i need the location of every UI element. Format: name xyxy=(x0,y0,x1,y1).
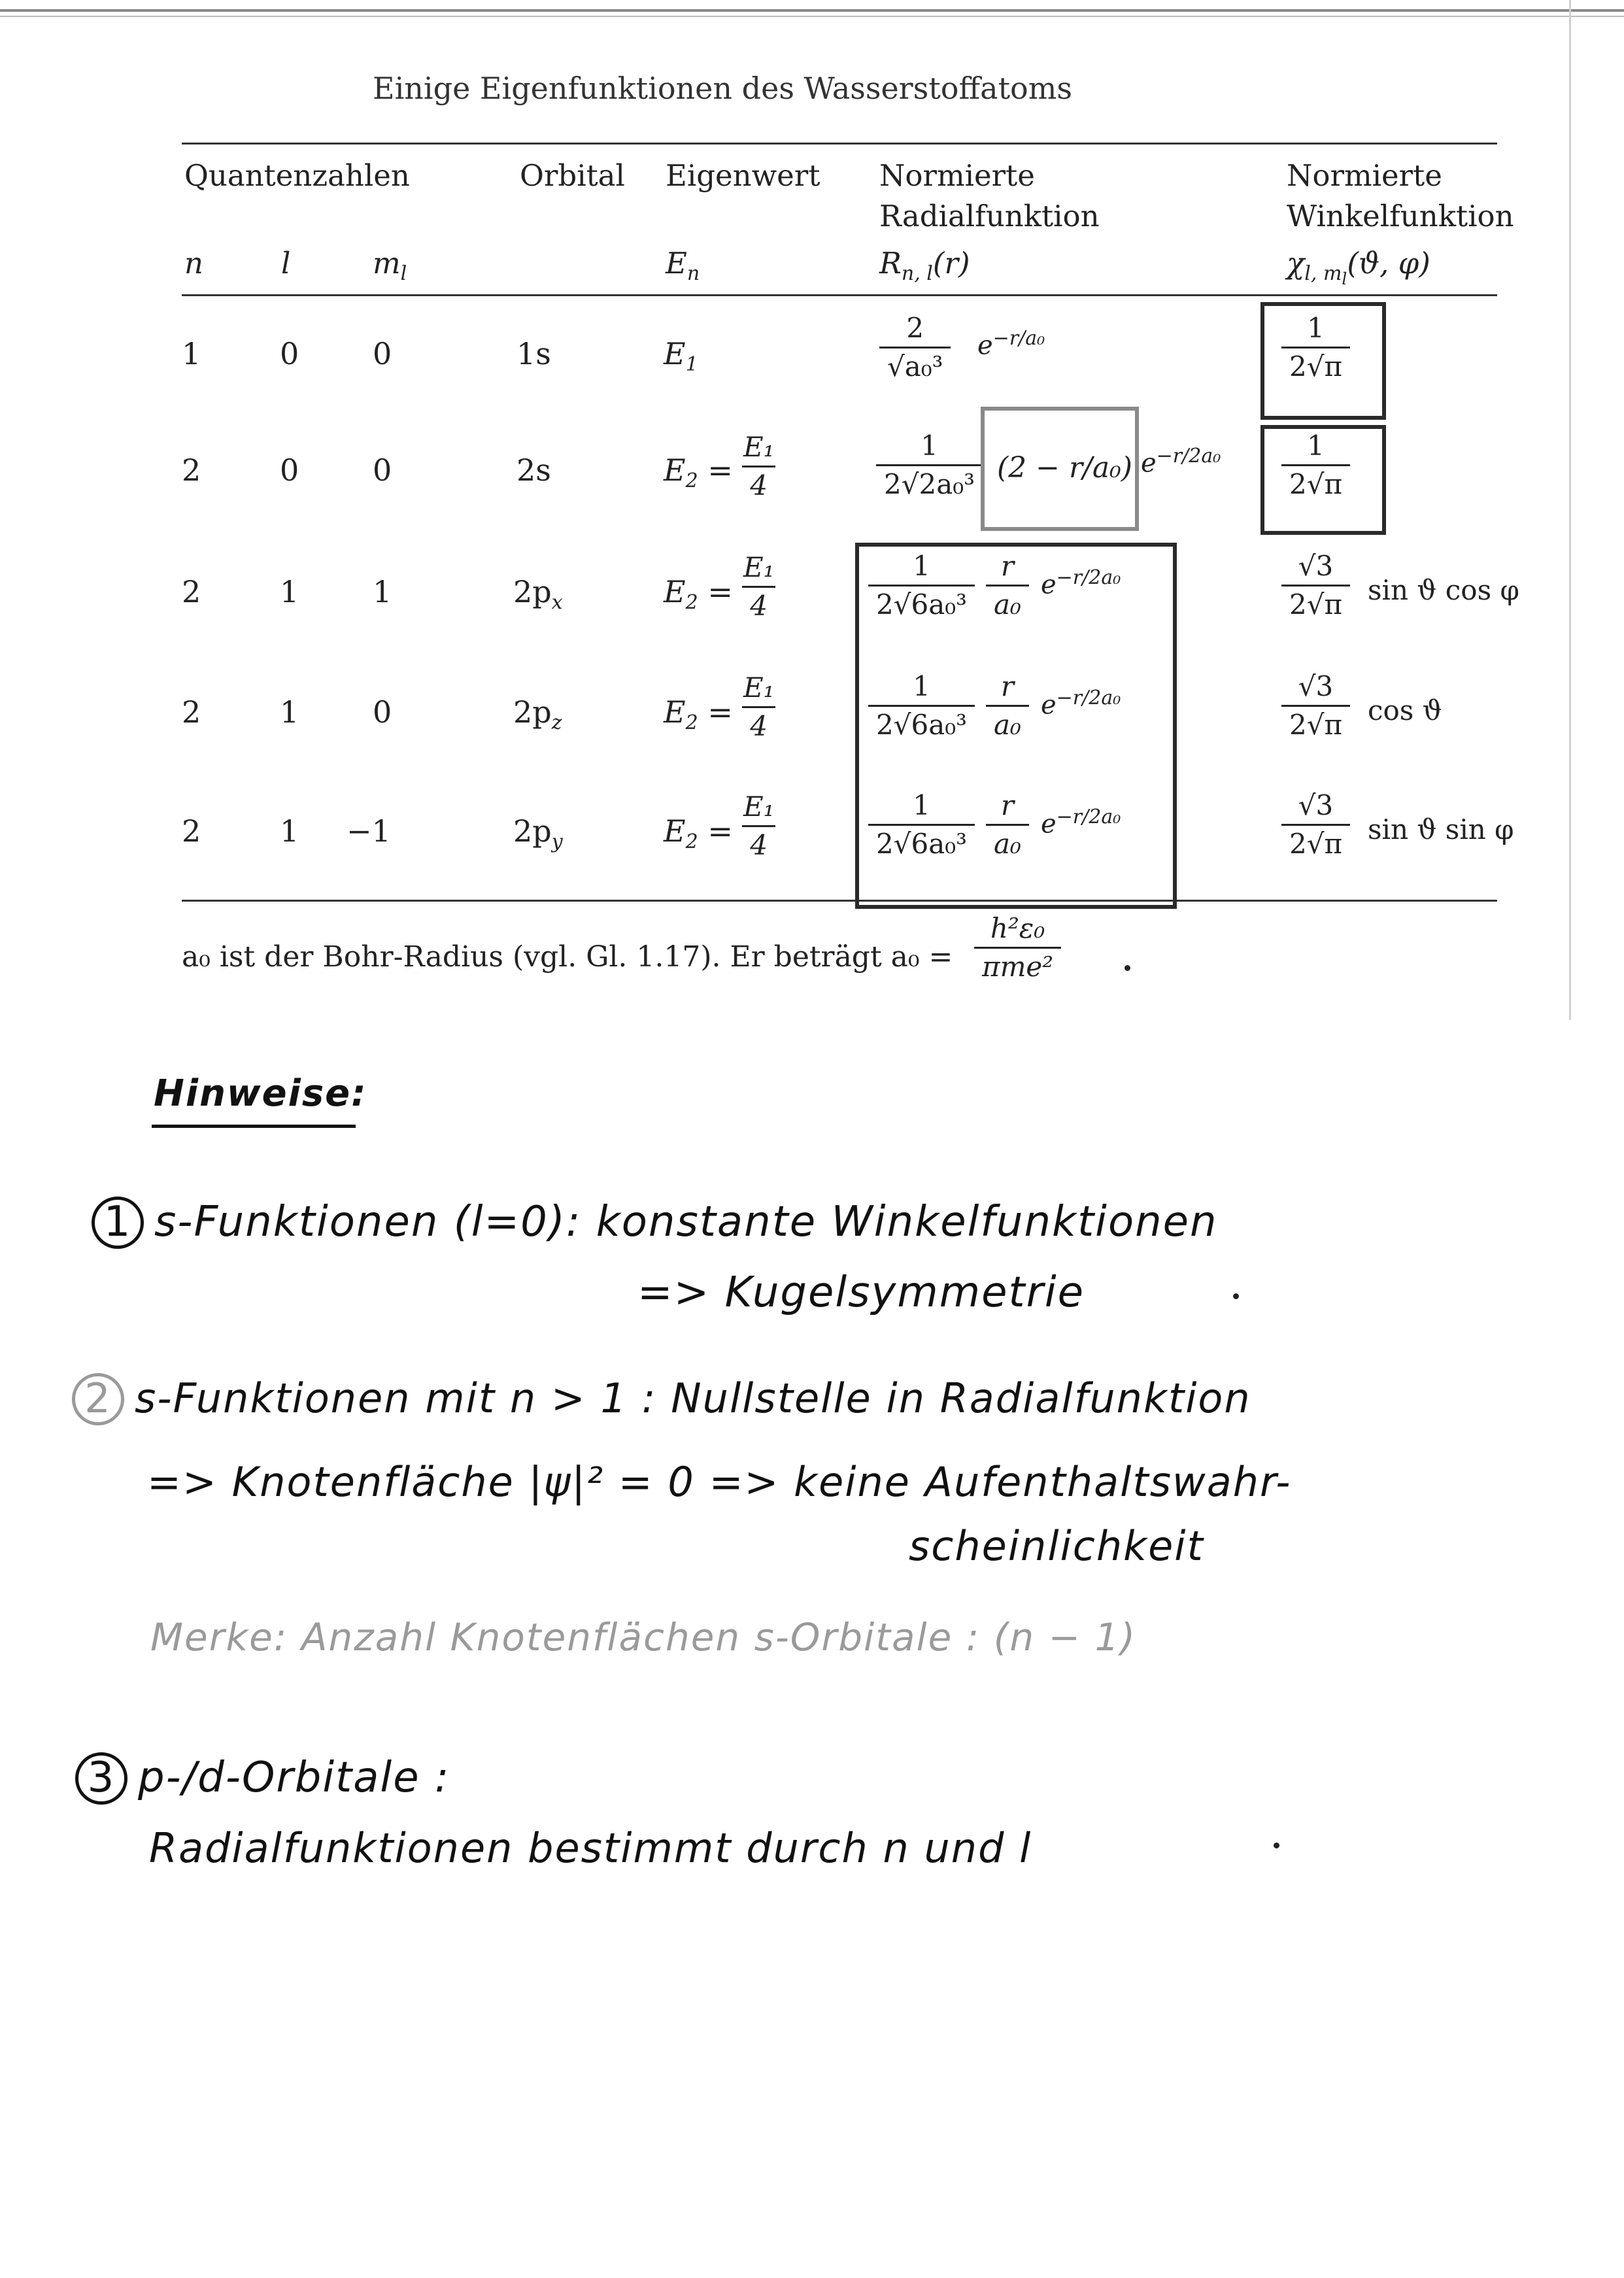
row3-radial-exp: $e^{-r/2a_0}$ xyxy=(1041,566,1121,600)
notes-heading-underline xyxy=(152,1125,356,1128)
row3-radial-frac: $\frac{1}{\text{2√6a₀³}}$ xyxy=(868,548,975,623)
row1-l: 0 xyxy=(280,336,299,371)
row5-angular-trig: sin ϑ sin φ xyxy=(1368,813,1514,845)
row1-angular-frac: $\frac{1}{2√\pi}$ xyxy=(1281,310,1350,385)
row3-angular-frac: $\frac{√3}{2√\pi}$ xyxy=(1281,548,1350,623)
row2-n: 2 xyxy=(182,452,201,488)
row2-eigen-frac: $\frac{\text{E₁}}{4}$ xyxy=(736,429,783,504)
note-1-dot xyxy=(1233,1293,1239,1299)
row1-n: 1 xyxy=(182,336,201,371)
row5-angular-frac: $\frac{√3}{2√\pi}$ xyxy=(1281,787,1350,862)
row2-orbital: 2s xyxy=(516,452,551,488)
row1-orbital: 1s xyxy=(516,336,551,371)
radial-2s-node-box xyxy=(981,407,1139,531)
scan-top-edge-shadow xyxy=(0,16,1624,17)
footnote-text: a₀ ist der Bohr-Radius (vgl. Gl. 1.17). Er beträgt a₀ = xyxy=(182,940,953,974)
header-eigenvalue: Eigenwert xyxy=(666,158,820,193)
note-2-remark: Merke: Anzahl Knotenflächen s-Orbitale : (n − 1) xyxy=(150,1615,1137,1659)
row3-l: 1 xyxy=(280,574,299,609)
row1-ml: 0 xyxy=(373,336,392,371)
row3-eigen-left: $E_2$ = xyxy=(664,574,733,615)
note-1-line-2: => Kugelsymmetrie xyxy=(637,1268,1085,1317)
row3-ml: 1 xyxy=(373,574,392,609)
row5-eigen-left: $E_2$ = xyxy=(664,813,733,854)
footnote-bohr-frac: h²ε₀ πme² xyxy=(974,910,1061,985)
row1-radial-exp: $e^{-r/a_0}$ xyxy=(977,327,1045,361)
row4-radial-exp: $e^{-r/2a_0}$ xyxy=(1041,687,1121,721)
row4-angular-frac: $\frac{√3}{2√\pi}$ xyxy=(1281,668,1350,743)
row4-ml: 0 xyxy=(373,694,392,730)
row4-n: 2 xyxy=(182,694,201,730)
row4-orbital: $2p_z$ xyxy=(513,694,562,735)
note-1-number: 1 xyxy=(92,1197,144,1249)
table-caption: Einige Eigenfunktionen des Wasserstoffatoms xyxy=(373,71,1072,106)
table-bottom-rule xyxy=(182,900,1497,902)
row2-eigen-left: $E_2$ = xyxy=(664,452,733,493)
header-angular-symbol: $\chi_{l, m_l}(ϑ$, φ) xyxy=(1287,246,1430,288)
row5-orbital: $2p_y$ xyxy=(513,813,563,854)
row4-radial-rfrac: $\frac{r}{\text{a₀}}$ xyxy=(986,668,1029,743)
row4-radial-frac: $\frac{1}{\text{2√6a₀³}}$ xyxy=(868,668,975,743)
row3-angular-trig: sin ϑ cos φ xyxy=(1368,574,1519,606)
note-2-number: 2 xyxy=(72,1373,124,1425)
row2-ml: 0 xyxy=(373,452,392,488)
header-angular-1: Normierte xyxy=(1287,158,1442,193)
row2-radial-exp: $e^{-r/2a_0}$ xyxy=(1141,445,1221,479)
note-2-line-1: 2 s-Funktionen mit n > 1 : Nullstelle in Radialfunktion xyxy=(72,1373,1251,1425)
footnote-dot xyxy=(1125,965,1130,971)
row5-n: 2 xyxy=(182,813,201,849)
header-eigen-symbol: $E_n$ xyxy=(666,246,700,285)
row4-eigen-left: $E_2$ = xyxy=(664,694,733,735)
note-1-line-1: 1 s-Funktionen (l=0): konstante Winkelfunktionen xyxy=(92,1197,1218,1249)
header-radial-1: Normierte xyxy=(879,158,1035,193)
notes-heading: Hinweise: xyxy=(154,1072,367,1115)
row1-eigenvalue: $E_1$ xyxy=(664,336,698,377)
header-orbital: Orbital xyxy=(520,158,625,193)
row2-angular-frac: $\frac{1}{2√\pi}$ xyxy=(1281,428,1350,503)
row5-ml: −1 xyxy=(347,813,391,849)
row4-angular-trig: cos ϑ xyxy=(1368,694,1442,726)
header-ml: $m_l$ xyxy=(373,246,407,285)
row1-radial-frac: $\frac{2}{\text{√a₀³}}$ xyxy=(879,310,951,385)
row4-l: 1 xyxy=(280,694,299,730)
note-2-line-2: => Knotenfläche |ψ|² = 0 => keine Aufenthaltswahr- xyxy=(147,1458,1292,1506)
row5-radial-exp: $e^{-r/2a_0}$ xyxy=(1041,806,1121,840)
note-3-line-2: Radialfunktionen bestimmt durch n und l xyxy=(149,1824,1032,1872)
radial-2p-box xyxy=(855,543,1177,909)
note-3-number: 3 xyxy=(75,1752,127,1805)
row3-radial-rfrac: $\frac{r}{\text{a₀}}$ xyxy=(986,548,1029,623)
header-quantum-numbers: Quantenzahlen xyxy=(184,158,410,193)
row5-l: 1 xyxy=(280,813,299,849)
row2-radial-paren: (2 − r/a₀) xyxy=(997,451,1132,484)
note-3-line-1: 3 p-/d-Orbitale : xyxy=(75,1752,450,1805)
table-top-rule xyxy=(182,143,1497,144)
row3-orbital: $2p_x$ xyxy=(513,574,563,615)
angular-2s-box xyxy=(1260,425,1386,535)
angular-1s-box xyxy=(1260,302,1386,420)
note-2-line-3: scheinlichkeit xyxy=(909,1522,1204,1570)
scan-top-edge xyxy=(0,9,1624,12)
scan-right-edge xyxy=(1569,0,1571,1020)
row2-radial-frac: $\frac{1}{\text{2√2a₀³}}$ xyxy=(876,428,983,503)
header-angular-2: Winkelfunktion xyxy=(1287,199,1514,233)
row2-l: 0 xyxy=(280,452,299,488)
row3-n: 2 xyxy=(182,574,201,609)
row4-eigen-frac: $\frac{\text{E₁}}{4}$ xyxy=(736,670,783,745)
row5-radial-rfrac: $\frac{r}{\text{a₀}}$ xyxy=(986,787,1029,862)
row3-eigen-frac: $\frac{\text{E₁}}{4}$ xyxy=(736,549,783,624)
header-l: l xyxy=(281,246,291,280)
header-n: n xyxy=(184,246,203,280)
header-radial-symbol: $R_{n, l}(r)$ xyxy=(879,246,970,285)
note-3-dot xyxy=(1274,1843,1279,1848)
row5-radial-frac: $\frac{1}{\text{2√6a₀³}}$ xyxy=(868,787,975,862)
row5-eigen-frac: $\frac{\text{E₁}}{4}$ xyxy=(736,789,783,864)
header-radial-2: Radialfunktion xyxy=(879,199,1100,233)
